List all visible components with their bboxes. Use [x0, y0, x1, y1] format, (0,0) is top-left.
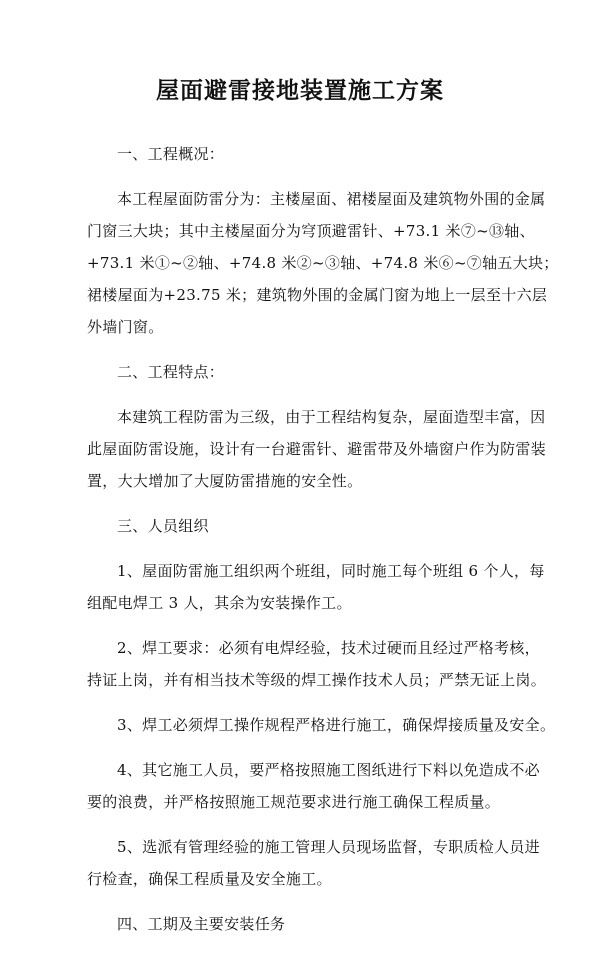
text-line: +73.1 米①~②轴、+74.8 米②~③轴、+74.8 米⑥~⑦轴五大块；: [87, 254, 559, 272]
text-line: 4、其它施工人员，要严格按照施工图纸进行下料以免造成不必: [117, 761, 540, 779]
text-line: 本建筑工程防雷为三级，由于工程结构复杂，屋面造型丰富，因: [117, 408, 546, 426]
page-title: 屋面避雷接地装置施工方案: [156, 78, 444, 104]
text-line: 1、屋面防雷施工组织两个班组，同时施工每个班组 6 个人，每: [117, 562, 545, 580]
text-line: 置，大大增加了大厦防雷措施的安全性。: [87, 472, 363, 490]
text-line: 持证上岗，并有相当技术等级的焊工操作技术人员；严禁无证上岗。: [87, 671, 547, 689]
list-item: [87, 555, 545, 619]
list-item: [87, 831, 540, 895]
section-heading-staff: 三、人员组织: [117, 517, 209, 535]
text-line: 此屋面防雷设施，设计有一台避雷针、避雷带及外墙窗户作为防雷装: [87, 440, 547, 458]
paragraph-overview: [87, 183, 559, 343]
text-line: 5、选派有管理经验的施工管理人员现场监督，专职质检人员进: [117, 838, 540, 856]
section-heading-overview: 一、工程概况：: [117, 145, 225, 163]
text-line: 外墙门窗。: [87, 318, 164, 336]
text-line: 要的浪费，并严格按照施工规范要求进行施工确保工程质量。: [87, 793, 501, 811]
text-line: 3、焊工必须焊工操作规程严格进行施工，确保焊接质量及安全。: [117, 716, 556, 734]
section-heading-features: 二、工程特点：: [117, 363, 225, 381]
paragraph-features: [87, 401, 547, 497]
text-line: 行检查，确保工程质量及安全施工。: [87, 870, 332, 888]
text-line: 裙楼屋面为+23.75 米；建筑物外围的金属门窗为地上一层至十六层: [87, 286, 548, 304]
list-item: [87, 709, 556, 741]
text-line: 本工程屋面防雷分为：主楼屋面、裙楼屋面及建筑物外围的金属: [117, 190, 546, 208]
list-item: [87, 754, 540, 818]
section-heading-schedule: 四、工期及主要安装任务: [117, 915, 286, 933]
text-line: 2、焊工要求：必须有电焊经验，技术过硬而且经过严格考核，: [117, 639, 540, 657]
document-body: [87, 138, 559, 953]
list-item: [87, 632, 547, 696]
text-line: 门窗三大块；其中主楼屋面分为穹顶避雷针、+73.1 米⑦~⑬轴、: [87, 222, 535, 240]
text-line: 组配电焊工 3 人，其余为安装操作工。: [87, 594, 352, 612]
